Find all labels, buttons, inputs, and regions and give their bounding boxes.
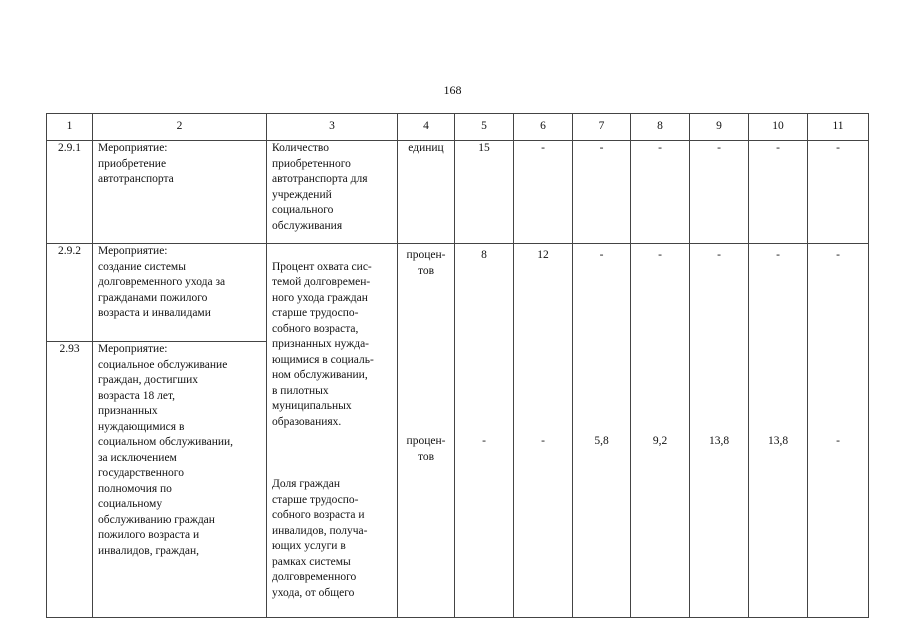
value-column <box>573 244 631 618</box>
column-header: 3 <box>267 114 398 141</box>
unit-2-9-2: процен- тов <box>406 249 446 277</box>
spacer <box>272 446 392 462</box>
value-2-9-3: - <box>836 435 840 447</box>
value-2-9-2: - <box>776 249 780 261</box>
indicator-coverage-text: Процент охвата сис- темой долговремен- ного ухода граждан старше трудоспо- собного возраста, признанных нужда- ющимися в социаль- ном обслуживании, в пилотных муниципальных образованиях. <box>272 260 374 428</box>
value-2-9-2: - <box>658 249 662 261</box>
value-2-9-3: 5,8 <box>594 435 609 447</box>
column-header: 7 <box>573 114 631 141</box>
value-column <box>690 244 749 618</box>
value-2-9-2: - <box>717 249 721 261</box>
event-cell: Мероприятие: создание системы долговременного ухода за гражданами пожилого возраста и инвалидами <box>93 244 267 342</box>
row-code: 2.93 <box>47 342 93 617</box>
unit-2-9-3: процен- тов <box>406 435 446 463</box>
column-header: 11 <box>808 114 869 141</box>
indicator-cell: Количество приобретенного автотранспорта для учреждений социального обслуживания <box>267 141 398 244</box>
value-2-9-3: 13,8 <box>708 435 730 447</box>
column-header: 9 <box>690 114 749 141</box>
value-cell: - <box>690 141 749 244</box>
value-2-9-2: 12 <box>537 249 549 261</box>
table-row-2-9-2 <box>47 244 869 342</box>
table-row-2-9-1 <box>47 141 869 244</box>
value-cell: 15 <box>455 141 514 244</box>
unit-cell <box>398 244 455 618</box>
event-cell: Мероприятие: социальное обслуживание граждан, достигших возраста 18 лет, признанных нуждающимися в социальном обслуживании, за исключением государственного полномочия по социальному обслуживанию граждан пожилого возраста и инвалидов, граждан, <box>93 342 267 617</box>
column-header: 4 <box>398 114 455 141</box>
value-2-9-3: - <box>482 435 486 447</box>
event-cell: Мероприятие: приобретение автотранспорта <box>93 141 267 244</box>
column-header: 2 <box>93 114 267 141</box>
page-number: 168 <box>443 83 462 97</box>
row-code: 2.9.2 <box>47 244 93 342</box>
unit-cell: единиц <box>398 141 455 244</box>
value-2-9-2: - <box>836 249 840 261</box>
column-header: 1 <box>47 114 93 141</box>
value-cell: - <box>808 141 869 244</box>
value-2-9-3: 13,8 <box>767 435 789 447</box>
value-cell: - <box>631 141 690 244</box>
column-header: 6 <box>514 114 573 141</box>
value-2-9-2: 8 <box>481 249 487 261</box>
value-cell: - <box>573 141 631 244</box>
value-column <box>455 244 514 618</box>
indicator-share-text: Доля граждан старше трудоспо- собного возраста и инвалидов, получа- ющих услуги в рамках системы долговременного ухода, от общего <box>272 478 368 599</box>
column-number-row <box>47 114 869 141</box>
row-code: 2.9.1 <box>47 141 93 244</box>
value-2-9-2: - <box>599 249 604 261</box>
value-column <box>808 244 869 618</box>
value-column <box>514 244 573 618</box>
value-2-9-3: 9,2 <box>652 435 668 447</box>
value-2-9-3: - <box>541 435 545 447</box>
column-header: 10 <box>749 114 808 141</box>
value-cell: - <box>749 141 808 244</box>
value-column <box>631 244 690 618</box>
value-column <box>749 244 808 618</box>
indicator-cell <box>267 244 398 618</box>
column-header: 5 <box>455 114 514 141</box>
column-header: 8 <box>631 114 690 141</box>
indicators-table <box>46 113 869 618</box>
value-cell: - <box>514 141 573 244</box>
